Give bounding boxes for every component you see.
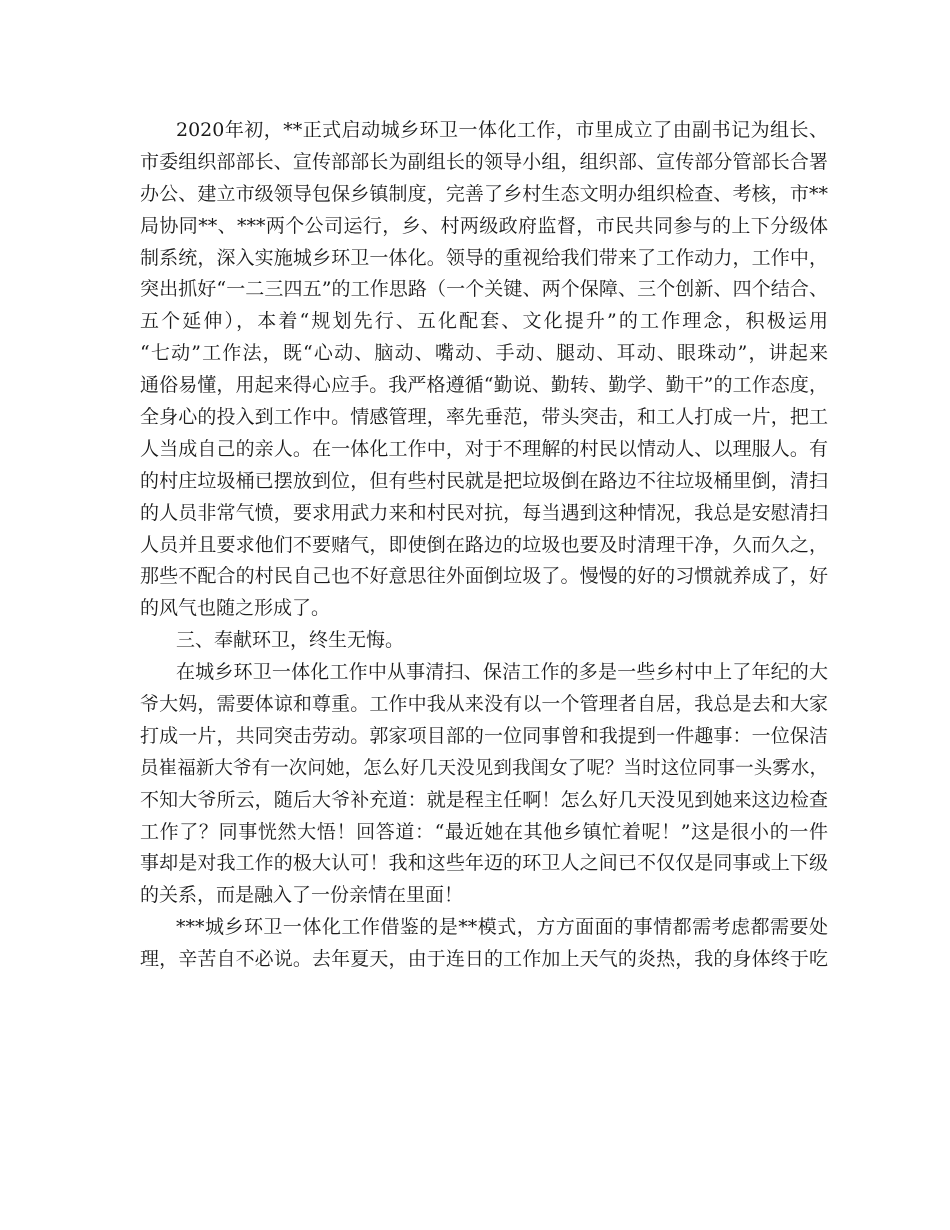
text-line: 的风气也随之形成了。 (140, 597, 331, 620)
text-line: 的关系，而是融入了一份亲情在里面！ (140, 884, 464, 907)
document-page (140, 115, 828, 976)
text-line: 工作了？同事恍然大悟！回答道：“最近她在其他乡镇忙着呢！”这是很小的一件 (140, 820, 828, 843)
text-line: 市委组织部部长、宣传部部长为副组长的领导小组，组织部、宣传部分管部长合署 (140, 150, 828, 173)
text-line: 员崔福新大爷有一次问她，怎么好几天没见到我闺女了呢？当时这位同事一头雾水， (140, 757, 828, 779)
text-line: 在城乡环卫一体化工作中从事清扫、保洁工作的多是一些乡村中上了年纪的大 (176, 661, 828, 684)
text-line: 办公、建立市级领导包保乡镇制度，完善了乡村生态文明办组织检查、考核，市** (140, 182, 828, 205)
text-line: 那些不配合的村民自己也不好意思往外面倒垃圾了。慢慢的好的习惯就养成了，好 (140, 565, 828, 588)
text-line: 突出抓好“一二三四五”的工作思路（一个关键、两个保障、三个创新、四个结合、 (140, 278, 828, 301)
text-line: 理，辛苦自不必说。去年夏天，由于连日的工作加上天气的炎热，我的身体终于吃 (140, 948, 828, 971)
text-line: 五个延伸），本着“规划先行、五化配套、文化提升”的工作理念，积极运用 (140, 310, 828, 333)
text-line: 人员并且要求他们不要赌气，即使倒在路边的垃圾也要及时清理干净，久而久之， (140, 533, 828, 556)
text-line: 打成一片，共同突击劳动。郭家项目部的一位同事曾和我提到一件趣事：一位保洁 (140, 724, 828, 747)
text-line: 2020年初，**正式启动城乡环卫一体化工作，市里成立了由副书记为组长、 (176, 119, 828, 141)
text-line: 的人员非常气愤，要求用武力来和村民对抗，每当遇到这种情况，我总是安慰清扫 (140, 501, 828, 524)
text-line: 全身心的投入到工作中。情感管理，率先垂范，带头突击，和工人打成一片，把工 (140, 406, 828, 429)
paragraph (140, 115, 828, 625)
text-line: 人当成自己的亲人。在一体化工作中，对于不理解的村民以情动人、以理服人。有 (140, 437, 828, 460)
text-line: 的村庄垃圾桶已摆放到位，但有些村民就是把垃圾倒在路边不往垃圾桶里倒，清扫 (140, 469, 828, 492)
paragraph (140, 657, 828, 912)
section-heading (140, 625, 828, 657)
heading-text: 三、奉献环卫，终生无悔。 (176, 629, 405, 652)
paragraph (140, 912, 828, 976)
text-line: 不知大爷所云，随后大爷补充道：就是程主任啊！怎么好几天没见到她来这边检查 (140, 788, 828, 811)
text-line: 爷大妈，需要体谅和尊重。工作中我从来没有以一个管理者自居，我总是去和大家 (140, 693, 828, 716)
text-line: ***城乡环卫一体化工作借鉴的是**模式，方方面面的事情都需考虑都需要处 (176, 916, 828, 939)
text-line: “七动”工作法，既“心动、脑动、嘴动、手动、腿动、耳动、眼珠动”，讲起来 (140, 342, 828, 365)
text-line: 事却是对我工作的极大认可！我和这些年迈的环卫人之间已不仅仅是同事或上下级 (140, 852, 828, 875)
text-line: 制系统，深入实施城乡环卫一体化。领导的重视给我们带来了工作动力，工作中， (140, 246, 828, 269)
text-line: 局协同**、***两个公司运行，乡、村两级政府监督，市民共同参与的上下分级体 (140, 214, 828, 237)
text-line: 通俗易懂，用起来得心应手。我严格遵循“勤说、勤转、勤学、勤干”的工作态度， (140, 374, 828, 397)
